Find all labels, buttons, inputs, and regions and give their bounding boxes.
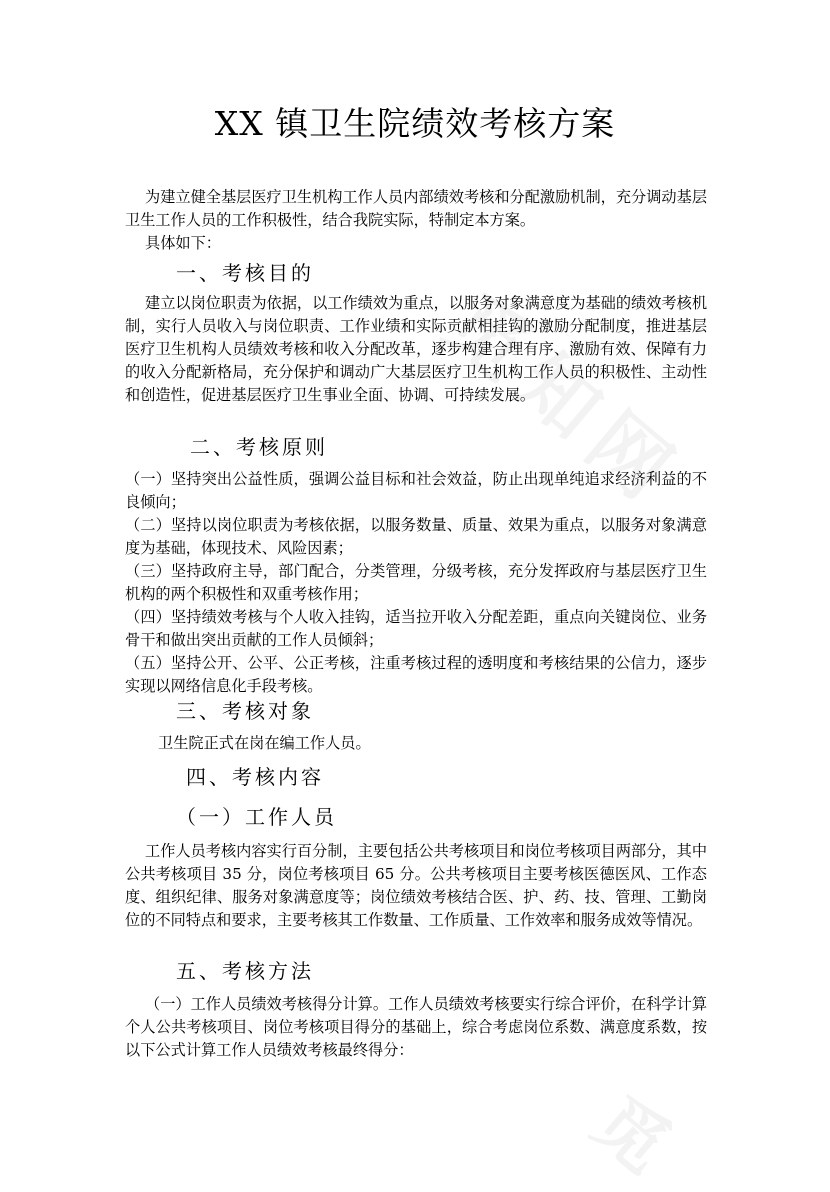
- principle-item: （一）坚持突出公益性质，强调公益目标和社会效益，防止出现单纯追求经济利益的不良倾向；: [125, 470, 707, 511]
- intro-paragraph: 为建立健全基层医疗卫生机构工作人员内部绩效考核和分配激励机制，充分调动基层卫生工作人员的工作积极性，结合我院实际，特制定本方案。: [125, 188, 707, 229]
- section-heading-methods: 五、考核方法: [176, 959, 314, 983]
- section-heading-content: 四、考核内容: [186, 765, 324, 789]
- section-heading-principles: 二、考核原则: [190, 435, 328, 459]
- targets-paragraph: 卫生院正式在岗在编工作人员。: [158, 734, 371, 752]
- principle-item: （三）坚持政府主导，部门配合，分类管理，分级考核，充分发挥政府与基层医疗卫生机构的两个积极性和双重考核作用；: [125, 562, 707, 603]
- section-heading-purpose: 一、考核目的: [176, 261, 314, 285]
- subheading-staff: （一）工作人员: [176, 805, 337, 829]
- section-heading-targets: 三、考核对象: [176, 699, 314, 723]
- principle-item: （四）坚持绩效考核与个人收入挂钩，适当拉开收入分配差距，重点向关键岗位、业务骨干和做出突出贡献的工作人员倾斜；: [125, 608, 707, 649]
- methods-paragraph: （一）工作人员绩效考核得分计算。工作人员绩效考核要实行综合评价，在科学计算个人公共考核项目、岗位考核项目得分的基础上，综合考虑岗位系数、满意度系数，按以下公式计算工作人员绩效考核最终得分：: [125, 995, 707, 1059]
- principle-item: （五）坚持公开、公平、公正考核，注重考核过程的透明度和考核结果的公信力，逐步实现以网络信息化手段考核。: [125, 654, 707, 695]
- content-paragraph: 工作人员考核内容实行百分制，主要包括公共考核项目和岗位考核项目两部分，其中公共考核项目 35 分，岗位考核项目 65 分。公共考核项目主要考核医德医风、工作态度、组织纪律、服务对象满意度等；岗位绩效考核结合医、护、药、技、管理、工勤岗位的不同特点和要求，主要考核其工作数量、工作质量、工作效率和服务成效等情况。: [125, 842, 707, 929]
- principle-item: （二）坚持以岗位职责为考核依据，以服务数量、质量、效果为重点，以服务对象满意度为基础，体现技术、风险因素；: [125, 516, 707, 557]
- intro-sub: 具体如下：: [145, 234, 221, 252]
- document-title: XX 镇卫生院绩效考核方案: [214, 104, 616, 143]
- purpose-paragraph: 建立以岗位职责为依据，以工作绩效为重点，以服务对象满意度为基础的绩效考核机制，实行人员收入与岗位职责、工作业绩和实际贡献相挂钩的激励分配制度，推进基层医疗卫生机构人员绩效考核和收入分配改革，逐步构建合理有序、激励有效、保障有力的收入分配新格局，充分保护和调动广大基层医疗卫生机构工作人员的积极性、主动性和创造性，促进基层医疗卫生事业全面、协调、可持续发展。: [125, 294, 707, 404]
- watermark: [576, 1069, 695, 1191]
